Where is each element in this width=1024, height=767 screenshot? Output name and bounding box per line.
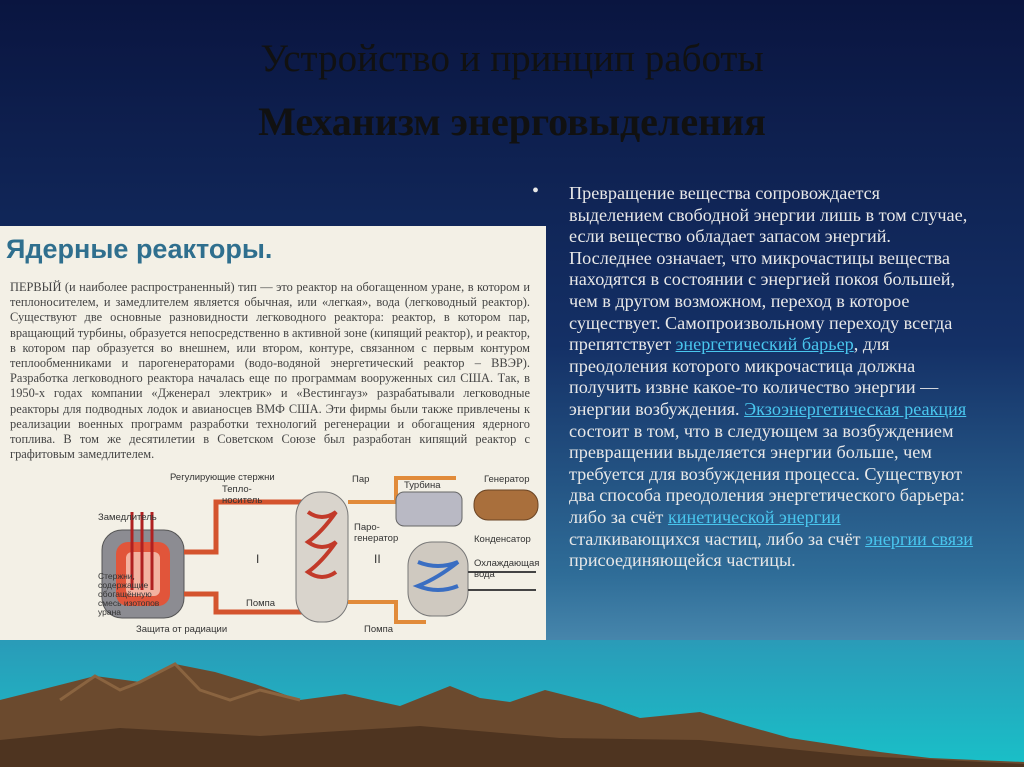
label-loop-1: I (256, 552, 260, 566)
condenser (408, 542, 468, 616)
body-text-3: состоит в том, что в следующем за возбуждением превращении выделяется энергии больше, чем требуется для возбуждения процесса. Существуют два способа преодоления энергетического барьера: либо за счёт (569, 420, 965, 527)
label-generator: Генератор (484, 474, 530, 485)
body-text-5: присоединяющейся частицы. (569, 550, 796, 571)
generator (474, 490, 538, 520)
label-loop-2: II (374, 552, 381, 566)
label-fuel-rods: Стержни, содержащие обогащённую смесь изотопов урана (98, 571, 160, 617)
figure-heading: Ядерные реакторы. (6, 234, 273, 264)
slide-title: Устройство и принцип работы (260, 37, 764, 80)
label-turbine: Турбина (404, 480, 441, 491)
slide-subtitle: Механизм энерговыделения (258, 99, 766, 144)
bullet-marker: • (532, 180, 540, 202)
turbine (396, 492, 462, 526)
reactor-figure (0, 226, 546, 640)
label-moderator: Замедлитель (98, 512, 157, 523)
body-text-2: , для преодоления которого микрочастица должна получить извне какое-то количество энергии — энергии возбуждения. (569, 334, 939, 419)
label-pump-2: Помпа (364, 624, 394, 635)
label-condenser: Конденсатор (474, 534, 531, 545)
label-steam-generator: Паро-генератор (354, 522, 399, 544)
label-radiation-shield: Защита от радиации (136, 624, 228, 635)
label-steam: Пар (352, 474, 370, 485)
label-pump-1: Помпа (246, 598, 276, 609)
figure-text: ПЕРВЫЙ (и наиболее распространенный) тип — это реактор на обогащенном уране, в котором и теплоносителем, и замедлителем является обычная, или «легкая», вода (легководный реактор). Существуют две основные разновидности легководного реактора: реактор, в котором пар, вращающий турбины, образуется непосредственно в активной зоне (кипящий реактор), и реактор, в котором пар образуется во внешнем, или втором, контуре, связанном с первым контуром теплообменниками и парогенераторами (водо-водяной энергетический реактор – ВВЭР). Разработка легководного реактора началась еще по программам вооруженных сил США. Так, в 1950-х годах компании «Дженерал электрик» и «Вестингауз» разрабатывали легководные реакторы для подводных лодок и авианосцев ВМФ США. Эти фирмы были также привлечены к реализации военных программ разработки технологий регенерации и обогащения ядерного топлива. В том же десятилетии в Советском Союзе был разработан кипящий реактор с графитовым замедлителем. (10, 280, 530, 462)
link-kinetic-energy[interactable]: кинетической энергии (667, 506, 841, 527)
body-text-4: сталкивающихся частиц, либо за счёт (569, 528, 866, 549)
label-control-rods: Регулирующие стержни (170, 472, 275, 483)
label-cooling-water: Охлаждающая вода (474, 558, 540, 580)
label-coolant: Тепло-носитель (222, 484, 263, 506)
reactor-diagram (96, 472, 546, 640)
link-exoenergetic-reaction[interactable]: Экзоэнергетическая реакция (744, 398, 967, 419)
link-binding-energy[interactable]: энергии связи (865, 528, 974, 549)
body-paragraph (569, 183, 974, 572)
link-energy-barrier[interactable]: энергетический барьер (675, 334, 854, 355)
body-text-1: Превращение вещества сопровождается выделением свободной энергии лишь в том случае, если вещество обладает запасом энергий. Последнее означает, что микрочастицы вещества находятся в состоянии с энергией покоя большей, чем в другом возможном, переход в которое существует. Самопроизвольному переходу всегда препятствует (569, 183, 968, 355)
